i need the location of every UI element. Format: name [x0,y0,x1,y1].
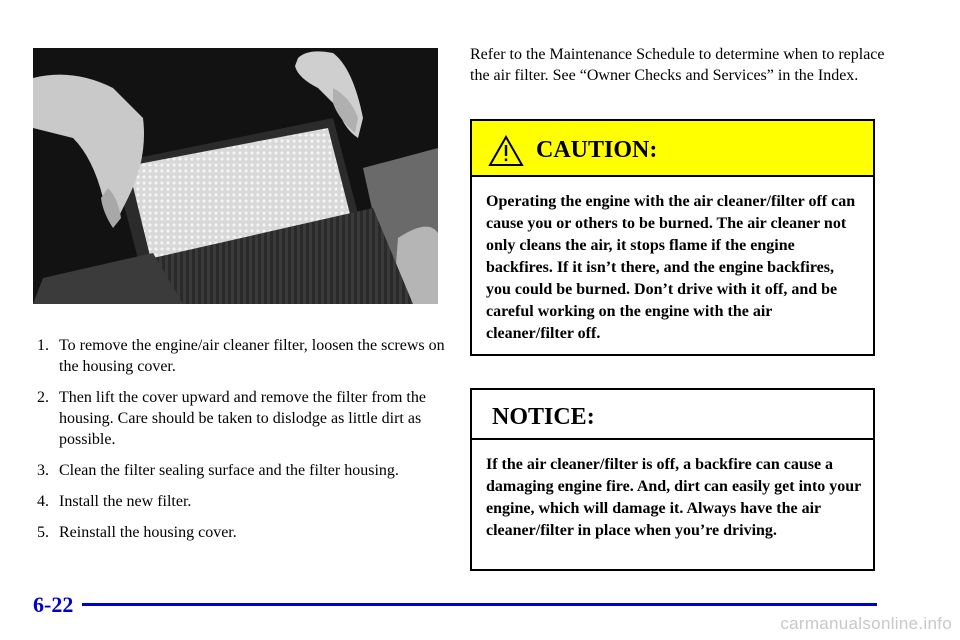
step-text: Reinstall the housing cover. [59,524,237,541]
caution-title: CAUTION: [536,137,658,163]
notice-title: NOTICE: [492,404,595,430]
step-number: 3. [37,462,49,479]
air-filter-illustration [33,48,438,304]
step-text: Install the new filter. [59,493,192,510]
notice-body: If the air cleaner/filter is off, a backfire can cause a damaging engine fire. And, dirt can easily get into your engine, which will damage it. Always have the air cleaner/filter in place when you’re driving. [486,456,861,539]
step-number: 5. [37,524,49,541]
watermark-text: carmanualsonline.info [780,614,952,633]
step-text: Then lift the cover upward and remove the filter from the housing. Care should be taken to dislodge as little dirt as possible. [59,389,426,448]
step-item [37,387,447,450]
caution-box [470,119,875,356]
step-item [37,491,447,512]
caution-header [472,121,873,177]
step-item [37,460,447,481]
footer-rule [82,603,877,606]
step-number: 4. [37,493,49,510]
instruction-steps [37,335,447,553]
notice-header [472,390,873,440]
notice-box [470,388,875,571]
step-item [37,335,447,377]
page-number: 6-22 [33,592,74,617]
step-text: Clean the filter sealing surface and the filter housing. [59,462,399,479]
air-filter-photo [33,48,438,304]
caution-body: Operating the engine with the air cleaner/filter off can cause you or others to be burned. The air cleaner not only cleans the air, it stops flame if the engine backfires. If it isn’t there, and the engine backfires, you could be burned. Don’t drive with it off, and be careful working on the engine with the air cleaner/filter off. [486,193,856,342]
step-number: 2. [37,389,49,406]
intro-paragraph: Refer to the Maintenance Schedule to determine when to replace the air filter. See “Owner Checks and Services” in the Index. [470,46,885,84]
step-item [37,522,447,543]
step-text: To remove the engine/air cleaner filter, loosen the screws on the housing cover. [59,337,445,375]
step-number: 1. [37,337,49,354]
warning-triangle-icon [488,135,524,167]
